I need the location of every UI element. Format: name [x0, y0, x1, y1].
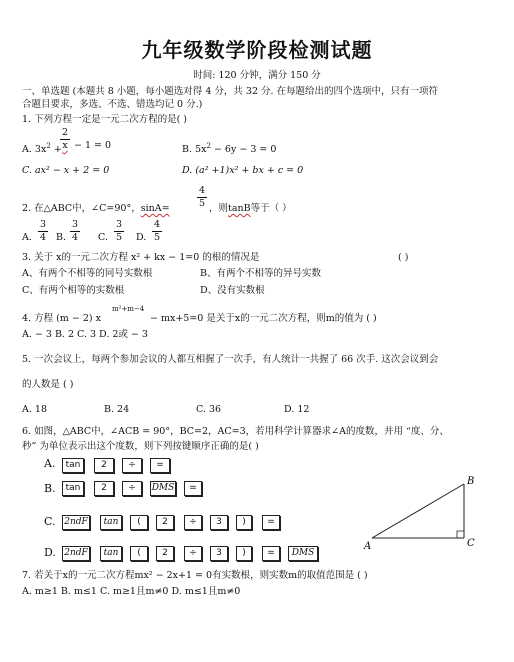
- q3-stem: 3. 关于 x的一元二次方程 x² + kx − 1=0 的根的情况是: [22, 252, 260, 263]
- key-tan: tan: [62, 458, 84, 473]
- q2-c-label: C.: [98, 232, 108, 243]
- key-2ndf: 2ndF: [62, 546, 90, 561]
- q5-option-b: B. 24: [104, 404, 130, 415]
- q7-options: A. m≥1 B. m≤1 C. m≥1且m≠0 D. m≤1且m≠0: [22, 586, 241, 597]
- key-dms: DMS: [150, 481, 176, 496]
- q3-option-a: A、有两个不相等的同号实数根: [22, 268, 153, 279]
- q2-b-label: B.: [56, 232, 67, 243]
- q3-option-b: B、有两个不相等的异号实数: [200, 268, 321, 279]
- q7-stem: 7. 若关于x的一元二次方程mx² − 2x+1 = 0有实数根，则实数m的取值范围是 ( ): [22, 570, 368, 581]
- q6-option-c-label: C.: [44, 515, 56, 528]
- q2-c-fraction: 3 5: [115, 219, 123, 243]
- vertex-label-b: B: [467, 476, 475, 487]
- q2-stem-fraction: 4 5: [198, 185, 206, 209]
- key-divide: ÷: [184, 546, 202, 561]
- key-equals: =: [262, 546, 280, 561]
- q3-option-d: D、没有实数根: [200, 285, 265, 296]
- q1-stem: 1. 下列方程一定是一元二次方程的是( ): [22, 114, 188, 125]
- q1-option-c: C. ax² − x + 2 = 0: [22, 165, 110, 176]
- page-title: 九年级数学阶段检测试题: [141, 38, 373, 62]
- q5-option-d: D. 12: [284, 404, 310, 415]
- key-tan: tan: [100, 546, 122, 561]
- key-lparen: (: [130, 515, 148, 530]
- key-tan: tan: [62, 481, 84, 496]
- q3-paren: ( ): [398, 252, 409, 263]
- q5-stem: 5. 一次会议上，每两个参加会议的人都互相握了一次手，有人统计一共握了 66 次手. 这次会议到会: [22, 354, 439, 365]
- q6-option-a-label: A.: [44, 457, 56, 470]
- q2-stem: 2. 在△ABC中，∠C=90°，sinA=: [22, 203, 170, 214]
- key-2: 2: [94, 481, 114, 496]
- key-tan: tan: [100, 515, 122, 530]
- q6-option-b-label: B.: [44, 482, 56, 495]
- q6-stem: 6. 如图，△ABC中，∠ACB = 90°，BC=2，AC=3，若用科学计算器求∠A的度数，并用 “度、分、: [22, 426, 449, 437]
- q4-stem-rest: − mx+5=0 是关于x的一元二次方程，则m的值为 ( ): [150, 313, 377, 324]
- q5-option-a: A. 18: [22, 404, 47, 415]
- key-dms: DMS: [288, 546, 318, 561]
- q5-stem-cont: 的人数是 ( ): [22, 379, 74, 390]
- vertex-label-c: C: [467, 538, 475, 549]
- key-rparen: ): [236, 546, 252, 561]
- q2-d-label: D.: [136, 232, 147, 243]
- section-heading: 一、单选题 (本题共 8 小题，每小题选对得 4 分，共 32 分. 在每题给出的四个选项中，只有一项符: [22, 86, 439, 97]
- key-2: 2: [156, 546, 174, 561]
- q4-stem: 4. 方程 (m − 2) x: [22, 313, 101, 324]
- triangle-side-ab: [372, 484, 464, 538]
- key-equals: =: [184, 481, 202, 496]
- key-divide: ÷: [122, 481, 142, 496]
- key-equals: =: [150, 458, 170, 473]
- q1-option-b: B. $5x^2 - 6y - 3 = 0$: [182, 142, 277, 156]
- q5-option-c: C. 36: [196, 404, 222, 415]
- key-3: 3: [210, 515, 228, 530]
- q6-stem-cont: 秒” 为单位表示出这个度数，则下列按键顺序正确的是( ): [22, 441, 259, 452]
- key-equals: =: [262, 515, 280, 530]
- key-2: 2: [94, 458, 114, 473]
- q1-a-fraction: 2 x: [61, 127, 69, 151]
- key-3: 3: [210, 546, 228, 561]
- q1-a-rest: − 1 = 0: [74, 140, 112, 151]
- section-heading-cont: 合题目要求，多选、不选、错选均记 0 分.): [22, 99, 203, 110]
- vertex-label-a: A: [364, 541, 372, 552]
- q1-option-d: D. (a² +1)x² + bx + c = 0: [182, 165, 304, 176]
- q2-d-fraction: 4 5: [153, 219, 161, 243]
- q2-stem-rest: ，则tanB等于（ ）: [209, 203, 292, 214]
- q4-exponent: m²+m−4: [112, 305, 145, 313]
- q2-a-label: A.: [22, 232, 32, 243]
- key-lparen: (: [130, 546, 148, 561]
- q2-a-fraction: 3 4: [39, 219, 47, 243]
- key-2ndf: 2ndF: [62, 515, 90, 530]
- right-angle-mark: [457, 531, 464, 538]
- key-rparen: ): [236, 515, 252, 530]
- q4-options: A. − 3 B. 2 C. 3 D. 2或 − 3: [22, 329, 148, 340]
- q6-option-d-label: D.: [44, 546, 56, 559]
- q1-option-a: A. $3x^2$ +: [22, 142, 62, 156]
- triangle-figure: [360, 474, 490, 554]
- key-divide: ÷: [122, 458, 142, 473]
- exam-meta: 时间: 120 分钟，满分 150 分: [193, 70, 321, 81]
- q2-b-fraction: 3 4: [71, 219, 79, 243]
- key-divide: ÷: [184, 515, 202, 530]
- q3-option-c: C、有两个相等的实数根: [22, 285, 125, 296]
- key-2: 2: [156, 515, 174, 530]
